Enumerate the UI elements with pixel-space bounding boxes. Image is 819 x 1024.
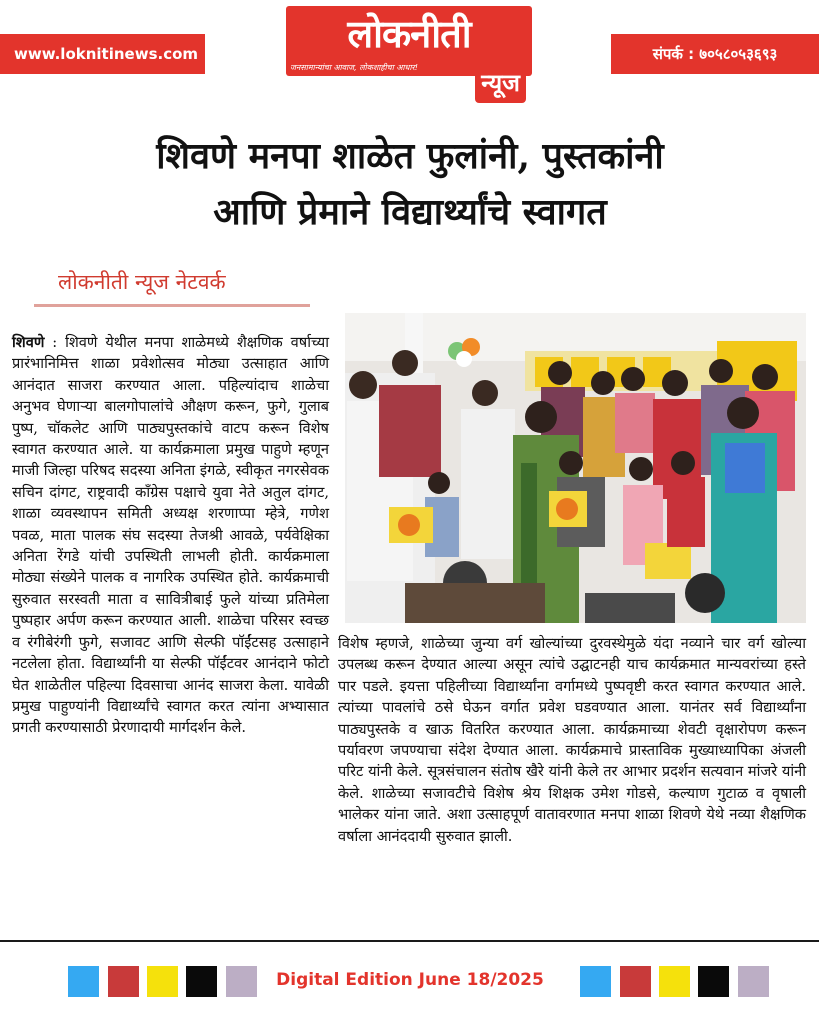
color-swatch-lavender: [738, 966, 769, 997]
headline-line-2: आणि प्रेमाने विद्यार्थ्यांचे स्वागत: [213, 191, 607, 233]
color-swatch-blue: [580, 966, 611, 997]
color-swatch-yellow: [147, 966, 178, 997]
logo-tagline: जनसामान्यांचा आवाज, लोकशाहीचा आधार!: [290, 63, 419, 72]
website-bar: [0, 34, 205, 74]
article-body-left: [12, 332, 329, 739]
article-body-right: [338, 633, 806, 847]
edition-label: Digital Edition June 18/2025: [276, 970, 544, 990]
masthead-logo: [286, 6, 532, 98]
color-swatch-red: [620, 966, 651, 997]
footer-rule: [0, 940, 819, 942]
contact-bar: [611, 34, 819, 74]
dateline: शिवणे: [12, 334, 45, 351]
body-right-text: विशेष म्हणजे, शाळेच्या जुन्या वर्ग खोल्यांच्या दुरवस्थेमुळे यंदा नव्याने चार वर्ग खोल्या उपलब्ध करून देण्यात आल्या असून त्यांचे उद्घाटनही याच कार्यक्रमात मान्यवरांच्या हस्ते पार पडले. इयत्ता पहिलीच्या विद्यार्थ्यांना वर्गामध्ये पुष्पवृष्टी करत स्वागत करण्यात आले. त्यांच्या पावलांचे ठसे घेऊन वर्गात प्रवेश घडवण्यात आला. यानंतर सर्व विद्यार्थ्यांना पाठ्यपुस्तके व खाऊ वितरित करण्यात आला. कार्यक्रमाच्या शेवटी वृक्षारोपण करून पर्यावरण जपण्याचा संदेश देण्यात आला. कार्यक्रमाचे प्रास्ताविक मुख्याध्यापिका अंजली परिट यांनी केले. सूत्रसंचालन संतोष खैरे यांनी केले तर आभार प्रदर्शन सत्यवान मांजरे यांनी केले. शाळेच्या सजावटीचे विशेष श्रेय शिक्षक उमेश गोडसे, कल्याण गुटाळ व वृषाली भालेकर यांना जाते. अशा उत्साहपूर्ण वातावरणात मनपा शाळा शिवणे येथे नव्या शैक्षणिक वर्षाला आनंददायी सुरुवात झाली.: [338, 635, 806, 845]
headline-line-1: शिवणे मनपा शाळेत फुलांनी, पुस्तकांनी: [156, 135, 664, 177]
article-headline: [40, 128, 780, 240]
color-swatch-blue: [68, 966, 99, 997]
logo-subtitle: न्यूज: [475, 66, 526, 103]
color-swatch-black: [186, 966, 217, 997]
color-swatch-lavender: [226, 966, 257, 997]
color-swatch-red: [108, 966, 139, 997]
byline: लोकनीती न्यूज नेटवर्क: [58, 270, 226, 294]
website-url[interactable]: www.loknitinews.com: [14, 45, 199, 63]
byline-underline: [34, 304, 310, 307]
logo-title: लोकनीती: [347, 12, 471, 56]
contact-number: संपर्क : ७०५८०५३६९३: [652, 45, 778, 63]
body-left-text: : शिवणे येथील मनपा शाळेमध्ये शैक्षणिक वर्षाच्या प्रारंभानिमित्त शाळा प्रवेशोत्सव मोठ्या उत्साहात आणि आनंदात साजरा करण्यात आला. पहिल्यांदाच शाळेचा अनुभव घेणाऱ्या बालगोपालांचे औक्षण करून, फुगे, गुलाब पुष्प, चॉकलेट आणि पाठ्यपुस्तकांचे वाटप करून विशेष स्वागत करण्यात आले. या कार्यक्रमाला प्रमुख पाहुणे म्हणून माजी जिल्हा परिषद सदस्या अनिता इंगळे, स्वीकृत नगरसेवक सचिन दांगट, राष्ट्रवादी कॉंग्रेस पक्षाचे युवा नेते अतुल दांगट, शाळा व्यवस्थापन समिती अध्यक्ष शरणाप्पा म्हेत्रे, गणेश पवळ, माता पालक संघ सदस्या तेजश्री आवळे, पर्यवेक्षिका अनिता रेंगडे यांची उपस्थिती लाभली होती. कार्यक्रमाला मोठ्या संख्येने पालक व नागरिक उपस्थित होते. कार्यक्रमाची सुरुवात सरस्वती माता व सावित्रीबाई फुले यांच्या प्रतिमेला पुष्पहार अर्पण करून करण्यात आली. शाळेचा परिसर स्वच्छ व रंगीबेरंगी फुगे, सजावट आणि सेल्फी पॉईंटसह उत्साहाने नटलेला होता. विद्यार्थ्यांनी या सेल्फी पॉईंटवर आनंदाने फोटो घेत शाळेतील पहिल्या दिवसाचा आनंद साजरा केला. यावेळी प्रमुख पाहुण्यांनी विद्यार्थ्यांचे स्वागत करत त्यांना अभ्यासात प्रगती करण्यासाठी प्रेरणादायी मार्गदर्शन केले.: [12, 334, 329, 737]
color-swatch-black: [698, 966, 729, 997]
event-photo: [345, 313, 806, 623]
color-swatch-yellow: [659, 966, 690, 997]
